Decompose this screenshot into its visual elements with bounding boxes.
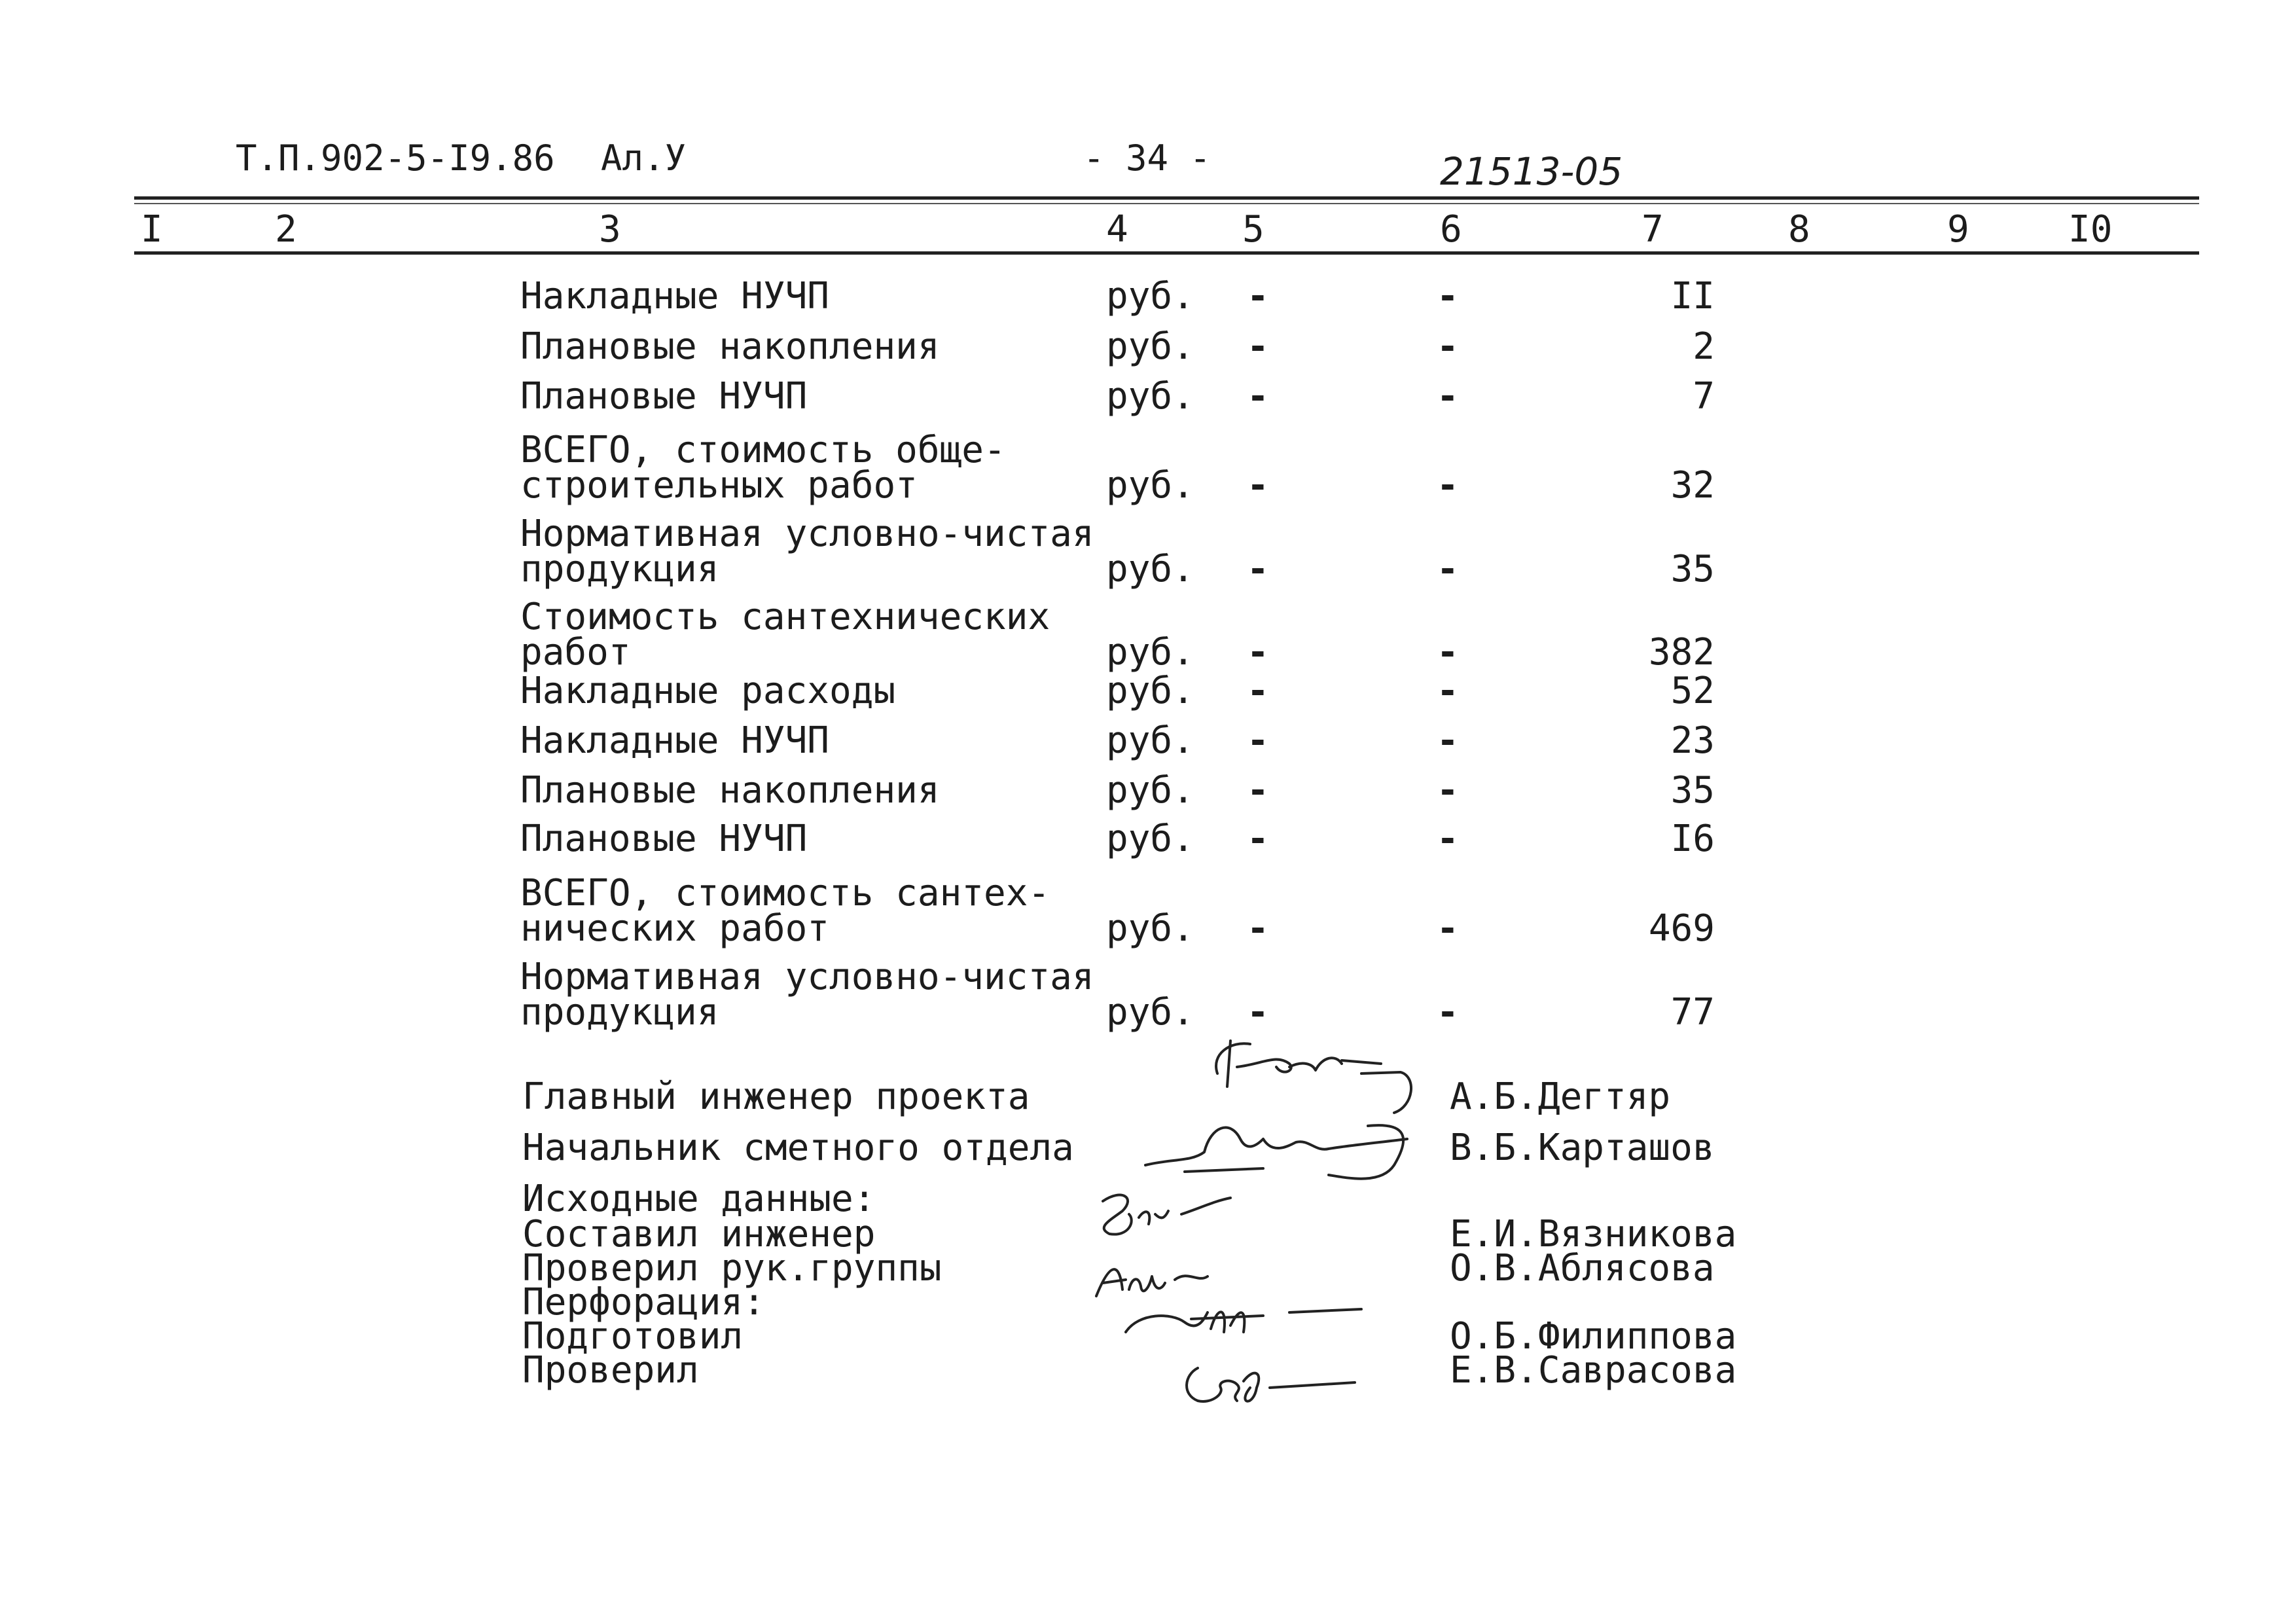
unit-cell: руб. [1106, 631, 1194, 674]
column-number: 2 [275, 208, 297, 251]
row-description: Накладные расходы [520, 670, 896, 712]
row-description: Плановые НУЧП [520, 818, 808, 860]
row-description: Накладные НУЧП [520, 275, 830, 317]
column-number: I0 [2068, 208, 2113, 251]
album-label: Ал.У [601, 137, 687, 179]
value-cell: 382 [1648, 631, 1715, 674]
row-description: Плановые НУЧП [520, 375, 808, 418]
value-cell: 23 [1670, 719, 1715, 762]
column-number: 9 [1947, 208, 1969, 251]
unit-cell: руб. [1106, 325, 1194, 368]
row-description: Плановые накопления [520, 769, 940, 812]
value-cell: 2 [1693, 325, 1715, 368]
value-cell: 35 [1670, 548, 1715, 590]
col6-cell: - [1437, 375, 1459, 418]
row-description: Стоимость сантехнических [520, 596, 1050, 638]
row-description: строительных работ [520, 464, 918, 507]
row-description: нических работ [520, 907, 830, 950]
compiled-name: Е.И.Вязникова [1450, 1213, 1737, 1255]
estimate-head-title: Начальник сметного отдела [522, 1127, 1074, 1169]
col5-cell: - [1247, 325, 1269, 368]
table-top-rule [134, 196, 2199, 200]
row-description: ВСЕГО, стоимость сантех- [520, 872, 1050, 914]
perforation-label: Перфорация: [522, 1281, 765, 1324]
row-description: Плановые накопления [520, 325, 940, 368]
chief-engineer-name: А.Б.Дегтяр [1450, 1075, 1671, 1118]
unit-cell: руб. [1106, 818, 1194, 860]
value-cell: II [1670, 275, 1715, 317]
column-header-rule [134, 251, 2199, 255]
col5-cell: - [1247, 769, 1269, 812]
row-description: продукция [520, 548, 719, 590]
col5-cell: - [1247, 631, 1269, 674]
compiled-title: Составил инженер [522, 1213, 876, 1255]
col5-cell: - [1247, 719, 1269, 762]
estimate-head-name: В.Б.Карташов [1450, 1127, 1715, 1169]
value-cell: 77 [1670, 991, 1715, 1034]
chief-engineer-title: Главный инженер проекта [522, 1075, 1030, 1118]
unit-cell: руб. [1106, 464, 1194, 507]
unit-cell: руб. [1106, 375, 1194, 418]
compiled-signature [1090, 1182, 1240, 1254]
page-number: - 34 - [1083, 137, 1211, 179]
group-checker-title: Проверил рук.группы [522, 1247, 942, 1290]
col6-cell: - [1437, 818, 1459, 860]
column-number: 8 [1788, 208, 1810, 251]
row-description: Нормативная условно-чистая [520, 956, 1094, 998]
group-checker-name: О.В.Аблясова [1450, 1247, 1715, 1290]
value-cell: 469 [1648, 907, 1715, 950]
unit-cell: руб. [1106, 275, 1194, 317]
unit-cell: руб. [1106, 719, 1194, 762]
row-description: продукция [520, 991, 719, 1034]
col6-cell: - [1437, 548, 1459, 590]
col6-cell: - [1437, 464, 1459, 507]
column-number: I [141, 208, 163, 251]
source-data-label: Исходные данные: [522, 1178, 876, 1220]
stamp-number: 21513-05 [1440, 149, 1623, 194]
col5-cell: - [1247, 464, 1269, 507]
checker-name: Е.В.Саврасова [1450, 1349, 1737, 1392]
col5-cell: - [1247, 907, 1269, 950]
column-number: 4 [1106, 208, 1128, 251]
unit-cell: руб. [1106, 991, 1194, 1034]
col6-cell: - [1437, 325, 1459, 368]
col5-cell: - [1247, 275, 1269, 317]
col6-cell: - [1437, 769, 1459, 812]
col5-cell: - [1247, 548, 1269, 590]
checker-title: Проверил [522, 1349, 699, 1392]
column-number: 7 [1641, 208, 1664, 251]
unit-cell: руб. [1106, 548, 1194, 590]
row-description: Нормативная условно-чистая [520, 513, 1094, 555]
value-cell: I6 [1670, 818, 1715, 860]
unit-cell: руб. [1106, 769, 1194, 812]
prepared-name: О.Б.Филиппова [1450, 1315, 1737, 1358]
col6-cell: - [1437, 631, 1459, 674]
col6-cell: - [1437, 907, 1459, 950]
column-number: 5 [1242, 208, 1265, 251]
value-cell: 52 [1670, 670, 1715, 712]
value-cell: 32 [1670, 464, 1715, 507]
row-description: Накладные НУЧП [520, 719, 830, 762]
col6-cell: - [1437, 275, 1459, 317]
unit-cell: руб. [1106, 907, 1194, 950]
col6-cell: - [1437, 670, 1459, 712]
unit-cell: руб. [1106, 670, 1194, 712]
row-description: ВСЕГО, стоимость обще- [520, 429, 1006, 471]
value-cell: 7 [1693, 375, 1715, 418]
column-number: 6 [1440, 208, 1462, 251]
table-top-rule-secondary [134, 203, 2199, 204]
col5-cell: - [1247, 375, 1269, 418]
col6-cell: - [1437, 991, 1459, 1034]
col5-cell: - [1247, 818, 1269, 860]
checker-signature [1172, 1342, 1368, 1414]
row-description: работ [520, 631, 631, 674]
value-cell: 35 [1670, 769, 1715, 812]
col6-cell: - [1437, 719, 1459, 762]
document-code: Т.П.902-5-I9.86 [236, 137, 555, 179]
col5-cell: - [1247, 670, 1269, 712]
column-number: 3 [599, 208, 621, 251]
col5-cell: - [1247, 991, 1269, 1034]
prepared-title: Подготовил [522, 1315, 744, 1358]
